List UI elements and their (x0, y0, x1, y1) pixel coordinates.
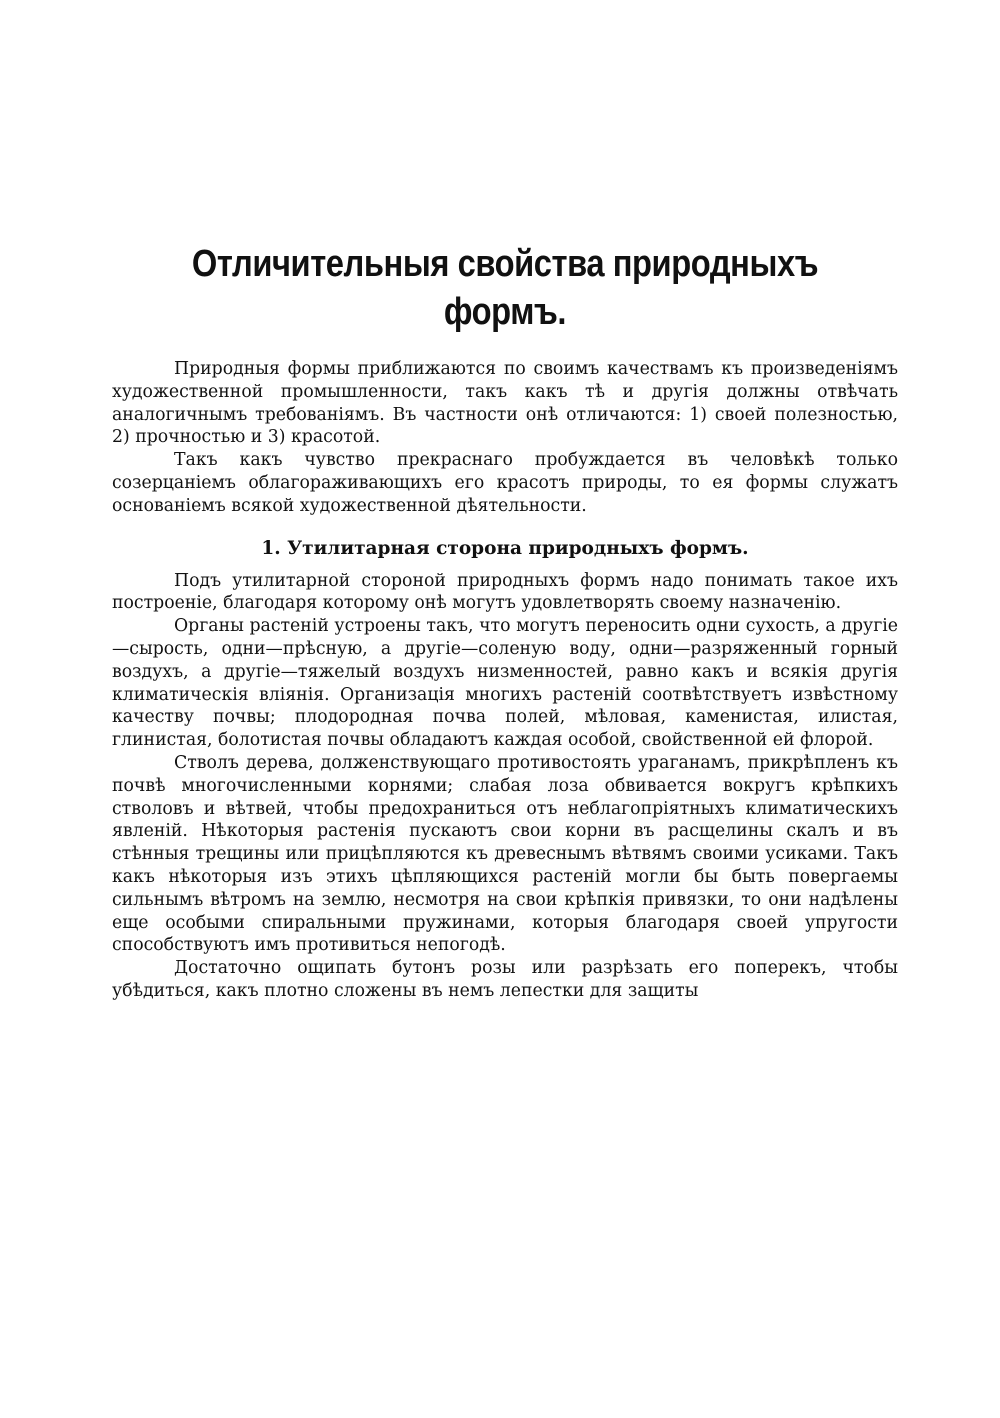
intro-paragraph-1: Природныя формы приближаются по своимъ качествамъ къ произведеніямъ художественной промышленности, такъ какъ тѣ и другія должны отвѣчать аналогичнымъ требованіямъ. Въ частности онѣ отличаются: 1) своей полезностью, 2) прочностью и 3) красотой. (112, 359, 898, 448)
intro-paragraph-2: Такъ какъ чувство прекраснаго пробуждается въ человѣкѣ только созерцаніемъ облагораживающихъ его красотъ природы, то ея формы служатъ основаніемъ всякой художественной дѣятельности. (112, 450, 898, 516)
section-paragraph-2: Органы растеній устроены такъ, что могутъ переносить одни сухость, а другіе—сырость, одни—прѣсную, а другіе—соленую воду, одни—разряженный горный воздухъ, а другіе—тяжелый воздухъ низменностей, равно какъ и всякія другія климатическія вліянія. Организація многихъ растеній соотвѣтствуетъ извѣстному качеству почвы; плодородная почва полей, мѣловая, каменистая, илистая, глинистая, болотистая почвы обладаютъ каждая особой, свойственной ей флорой. (112, 616, 898, 751)
section-paragraph-3: Стволъ дерева, долженствующаго противостоять ураганамъ, прикрѣпленъ къ почвѣ многочисленными корнями; слабая лоза обвивается вокругъ крѣпкихъ стволовъ и вѣтвей, чтобы предохраниться отъ неблагопріятныхъ климатическихъ явленій. Нѣкоторыя растенія пускаютъ свои корни въ расщелины скалъ и въ стѣнныя трещины или прицѣпляются къ древеснымъ вѣтвямъ своими усиками. Такъ какъ нѣкоторыя изъ этихъ цѣпляющихся растеній могли бы быть повергаемы сильнымъ вѣтромъ на землю, несмотря на свои крѣпкія привязки, то они надѣлены еще особыми спиральными пружинами, которыя благодаря своей упругости способствуютъ имъ противиться непогодѣ. (112, 752, 898, 956)
section-paragraph-4: Достаточно ощипать бутонъ розы или разрѣзать его поперекъ, чтобы убѣдиться, какъ плотно сложены въ немъ лепестки для защиты (112, 958, 898, 1001)
page-title: Отличительныя свойства природныхъ формъ. (191, 243, 819, 333)
section-heading: 1. Утилитарная сторона природныхъ формъ. (261, 537, 749, 559)
document-page (112, 228, 898, 1003)
section-paragraph-1: Подъ утилитарной стороной природныхъ формъ надо понимать такое ихъ построеніе, благодаря которому онѣ могутъ удовлетворять своему назначенію. (112, 570, 898, 614)
